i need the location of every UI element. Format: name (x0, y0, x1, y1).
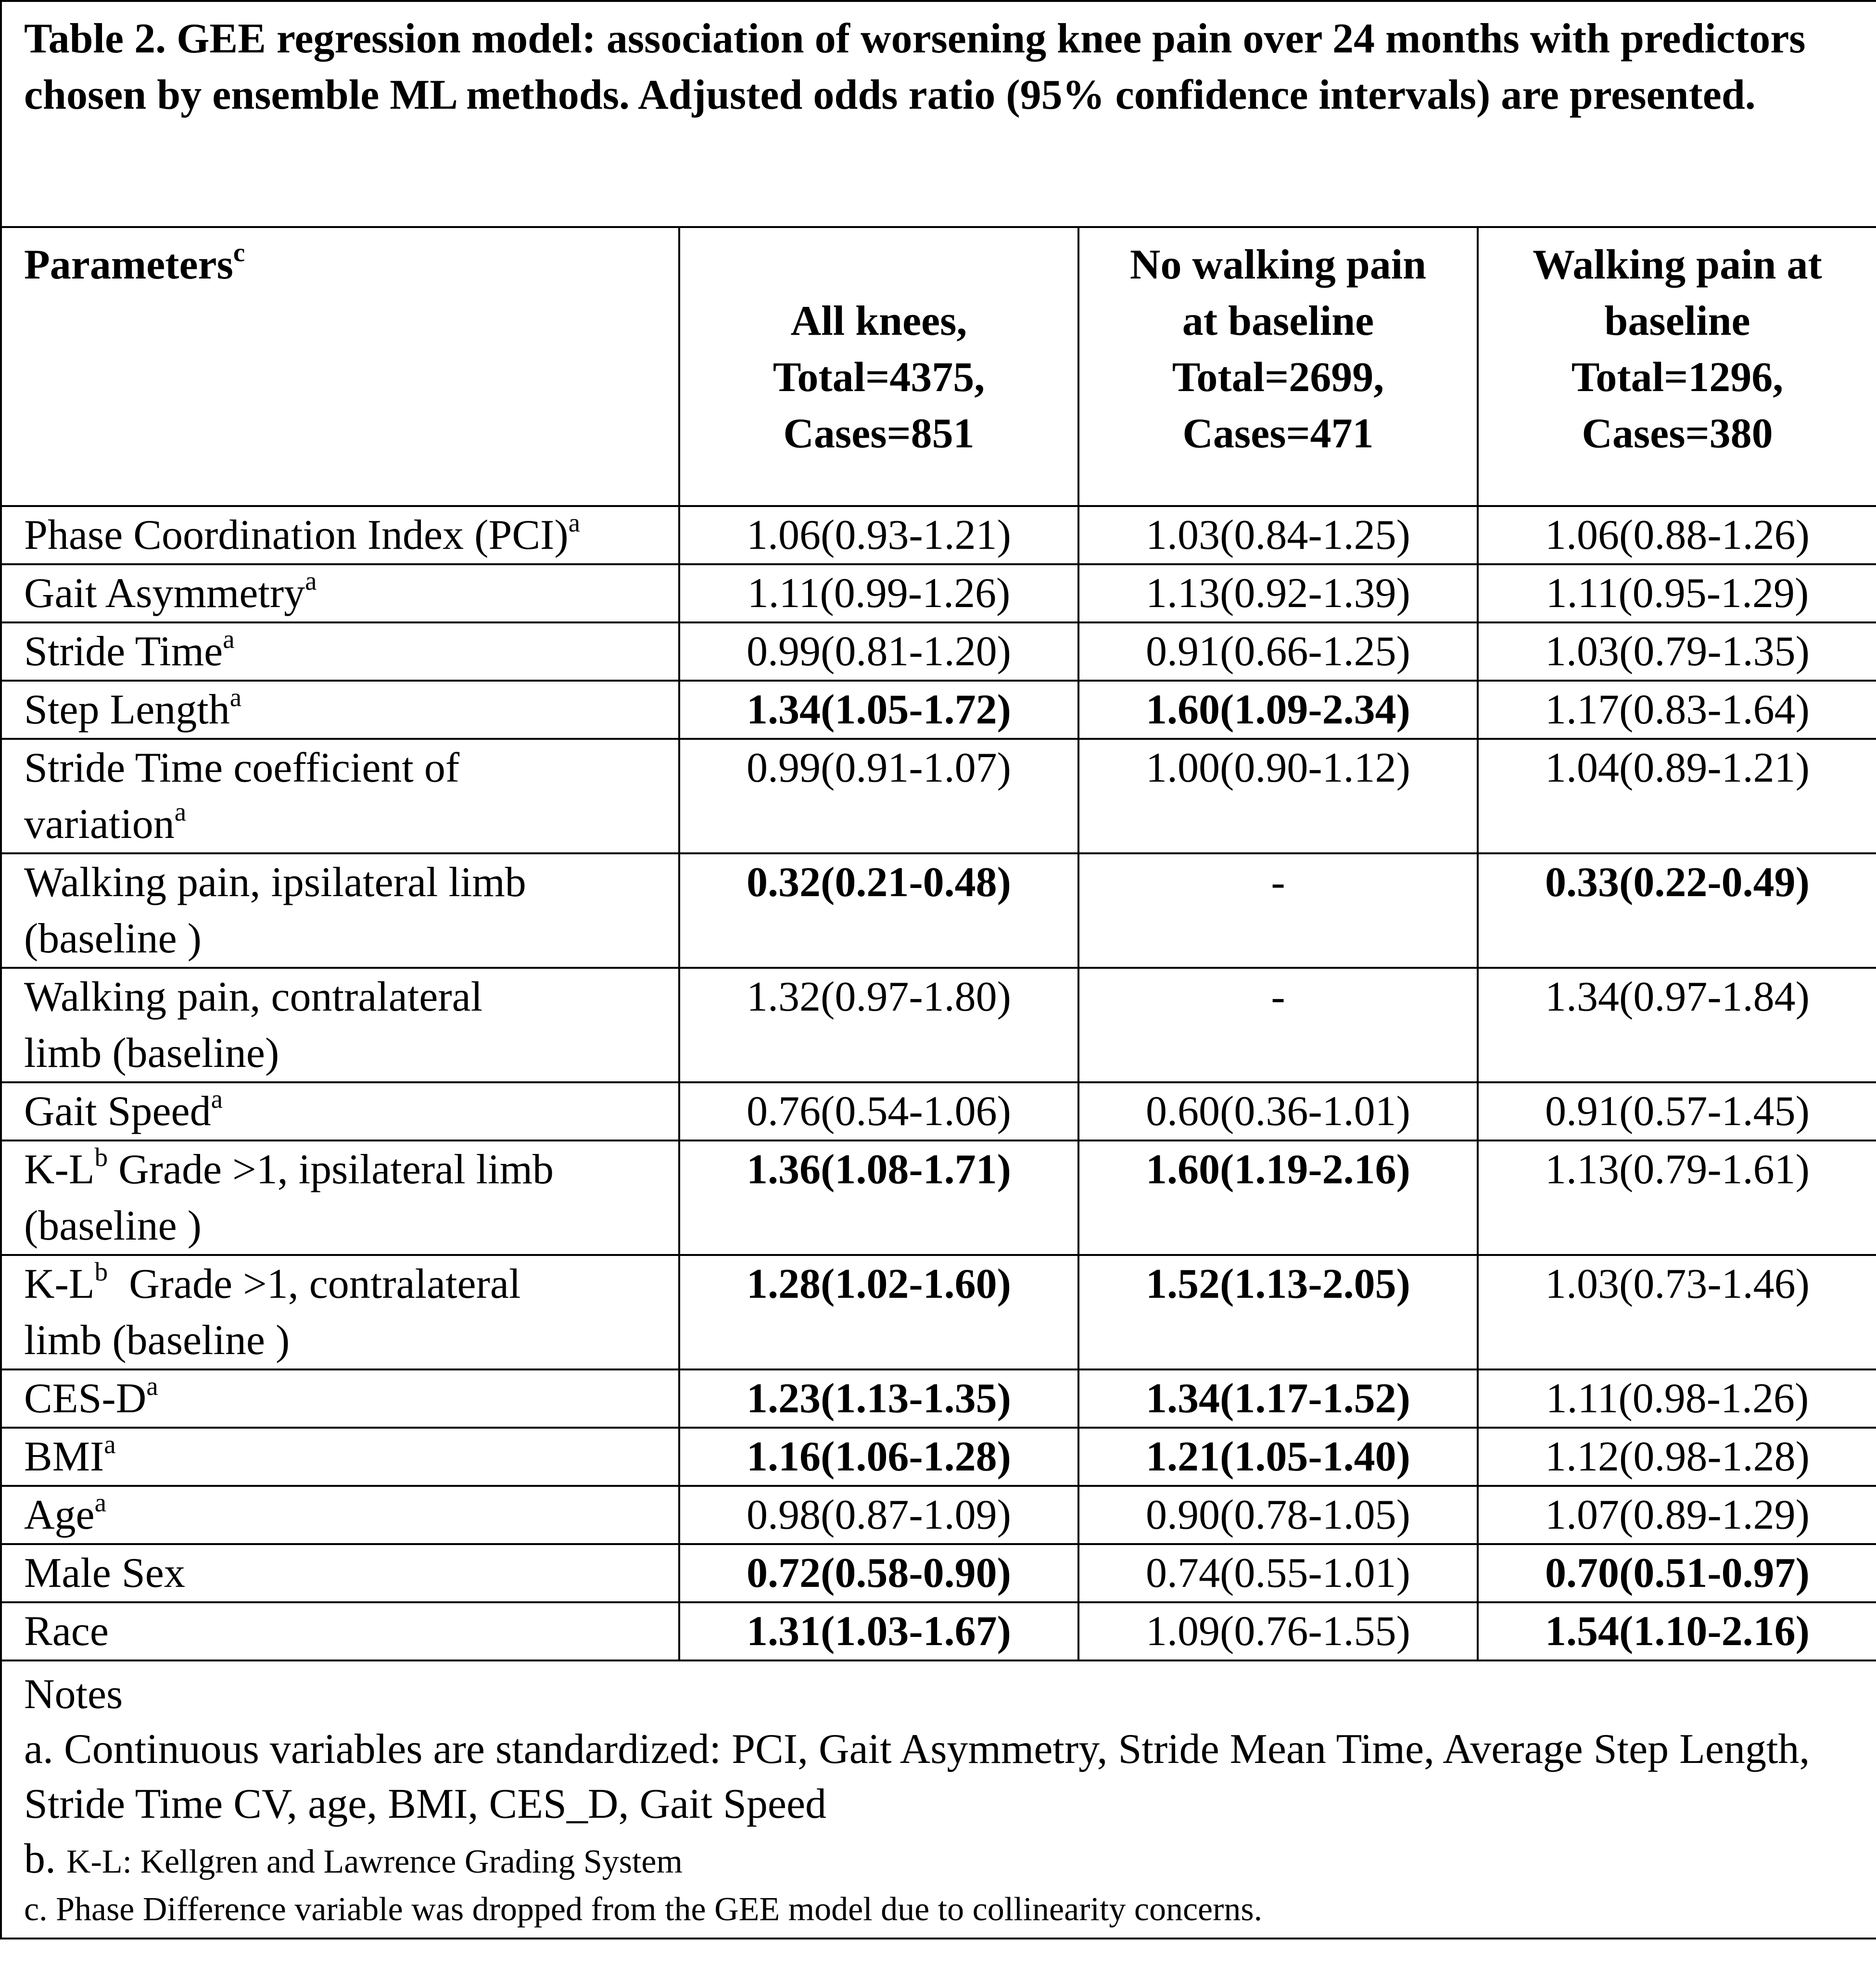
row-parameter-label: Walking pain, contralateral limb (baseline) (1, 968, 679, 1082)
row-value-col3: 1.11(0.98-1.26) (1478, 1369, 1876, 1428)
row-value-col1: 0.98(0.87-1.09) (679, 1486, 1078, 1544)
row-parameter-label: Phase Coordination Index (PCI)$^a$ (1, 506, 679, 564)
row-value-col3: 1.03(0.79-1.35) (1478, 622, 1876, 681)
note-b: b. K-L: Kellgren and Lawrence Grading System (24, 1836, 683, 1882)
row-parameter-label: Walking pain, ipsilateral limb (baseline ) (1, 853, 679, 968)
row-value-col1: 0.99(0.81-1.20) (679, 622, 1078, 681)
note-c: c. Phase Difference variable was dropped from the GEE model due to collinearity concerns. (24, 1891, 1263, 1928)
row-value-col3: 1.06(0.88-1.26) (1478, 506, 1876, 564)
row-value-col2: 1.60(1.19-2.16) (1078, 1140, 1478, 1255)
table-row (1, 506, 1876, 564)
row-value-col1: 0.32(0.21-0.48) (679, 853, 1078, 968)
table-row (1, 968, 1876, 1082)
row-value-col2: - (1078, 853, 1478, 968)
row-value-col1: 0.76(0.54-1.06) (679, 1082, 1078, 1140)
row-value-col3: 1.12(0.98-1.28) (1478, 1428, 1876, 1486)
row-parameter-label: Stride Time$^a$ (1, 622, 679, 681)
table-row (1, 1082, 1876, 1140)
row-value-col3: 1.07(0.89-1.29) (1478, 1486, 1876, 1544)
row-value-col2: 1.60(1.09-2.34) (1078, 681, 1478, 739)
row-parameter-label: BMI$^a$ (1, 1428, 679, 1486)
row-value-col1: 1.16(1.06-1.28) (679, 1428, 1078, 1486)
row-value-col1: 1.23(1.13-1.35) (679, 1369, 1078, 1428)
row-value-col2: 1.34(1.17-1.52) (1078, 1369, 1478, 1428)
header-row (1, 227, 1876, 506)
row-value-col3: 1.11(0.95-1.29) (1478, 564, 1876, 622)
notes-row (1, 1660, 1876, 1939)
row-value-col1: 0.99(0.91-1.07) (679, 739, 1078, 853)
row-value-col3: 0.33(0.22-0.49) (1478, 853, 1876, 968)
table-caption: Table 2. GEE regression model: association of worsening knee pain over 24 months with predictors chosen by ensemble ML methods. Adjusted odds ratio (95% confidence intervals) are presented. (1, 1, 1876, 227)
row-parameter-label: Gait Speed$^a$ (1, 1082, 679, 1140)
row-value-col1: 1.31(1.03-1.67) (679, 1602, 1078, 1660)
table-row (1, 1428, 1876, 1486)
header-walking-pain: Walking pain at baseline Total=1296, Cases=380 (1478, 227, 1876, 506)
note-a: a. Continuous variables are standardized: PCI, Gait Asymmetry, Stride Mean Time, Average Step Length, Stride Time CV, age, BMI, CES_D, Gait Speed (24, 1726, 1810, 1827)
row-value-col1: 1.11(0.99-1.26) (679, 564, 1078, 622)
row-parameter-label: Stride Time coefficient of variation$^a$ (1, 739, 679, 853)
row-value-col1: 1.06(0.93-1.21) (679, 506, 1078, 564)
row-value-col2: 0.60(0.36-1.01) (1078, 1082, 1478, 1140)
table-row (1, 1140, 1876, 1255)
row-value-col2: 0.91(0.66-1.25) (1078, 622, 1478, 681)
row-parameter-label: $K-L^b$ Grade >1, contralateral limb (baseline ) (1, 1255, 679, 1369)
row-parameter-label: $K-L^b$ Grade >1, ipsilateral limb (baseline ) (1, 1140, 679, 1255)
row-parameter-label: Male Sex (1, 1544, 679, 1602)
row-parameter-label: Step Length$^a$ (1, 681, 679, 739)
notes-title: Notes (24, 1671, 123, 1718)
row-value-col1: 1.34(1.05-1.72) (679, 681, 1078, 739)
row-parameter-label: Gait Asymmetry$^a$ (1, 564, 679, 622)
table-row (1, 1602, 1876, 1660)
header-no-walking-pain: No walking pain at baseline Total=2699, Cases=471 (1078, 227, 1478, 506)
row-value-col2: 1.13(0.92-1.39) (1078, 564, 1478, 622)
row-value-col2: 1.21(1.05-1.40) (1078, 1428, 1478, 1486)
row-parameter-label: CES-$D^a$ (1, 1369, 679, 1428)
header-parameters: Parameters$^c$ (1, 227, 679, 506)
table-row (1, 564, 1876, 622)
row-value-col3: 1.13(0.79-1.61) (1478, 1140, 1876, 1255)
row-value-col1: 1.28(1.02-1.60) (679, 1255, 1078, 1369)
table-row (1, 681, 1876, 739)
table-row (1, 1486, 1876, 1544)
row-value-col3: 1.03(0.73-1.46) (1478, 1255, 1876, 1369)
row-value-col3: 1.17(0.83-1.64) (1478, 681, 1876, 739)
row-value-col2: 1.09(0.76-1.55) (1078, 1602, 1478, 1660)
row-value-col2: 1.52(1.13-2.05) (1078, 1255, 1478, 1369)
table-row (1, 1255, 1876, 1369)
row-value-col3: 1.34(0.97-1.84) (1478, 968, 1876, 1082)
table-row (1, 1544, 1876, 1602)
row-value-col3: 1.04(0.89-1.21) (1478, 739, 1876, 853)
row-value-col3: 1.54(1.10-2.16) (1478, 1602, 1876, 1660)
row-value-col2: 0.74(0.55-1.01) (1078, 1544, 1478, 1602)
row-value-col2: 0.90(0.78-1.05) (1078, 1486, 1478, 1544)
table-row (1, 1369, 1876, 1428)
row-parameter-label: Age$^a$ (1, 1486, 679, 1544)
table-notes (1, 1660, 1876, 1939)
row-value-col1: 0.72(0.58-0.90) (679, 1544, 1078, 1602)
row-value-col3: 0.70(0.51-0.97) (1478, 1544, 1876, 1602)
table-row (1, 622, 1876, 681)
row-parameter-label: Race (1, 1602, 679, 1660)
row-value-col2: 1.00(0.90-1.12) (1078, 739, 1478, 853)
row-value-col3: 0.91(0.57-1.45) (1478, 1082, 1876, 1140)
row-value-col2: - (1078, 968, 1478, 1082)
table-row (1, 739, 1876, 853)
header-all-knees: All knees, Total=4375, Cases=851 (679, 227, 1078, 506)
row-value-col2: 1.03(0.84-1.25) (1078, 506, 1478, 564)
row-value-col1: 1.32(0.97-1.80) (679, 968, 1078, 1082)
table-row (1, 853, 1876, 968)
row-value-col1: 1.36(1.08-1.71) (679, 1140, 1078, 1255)
